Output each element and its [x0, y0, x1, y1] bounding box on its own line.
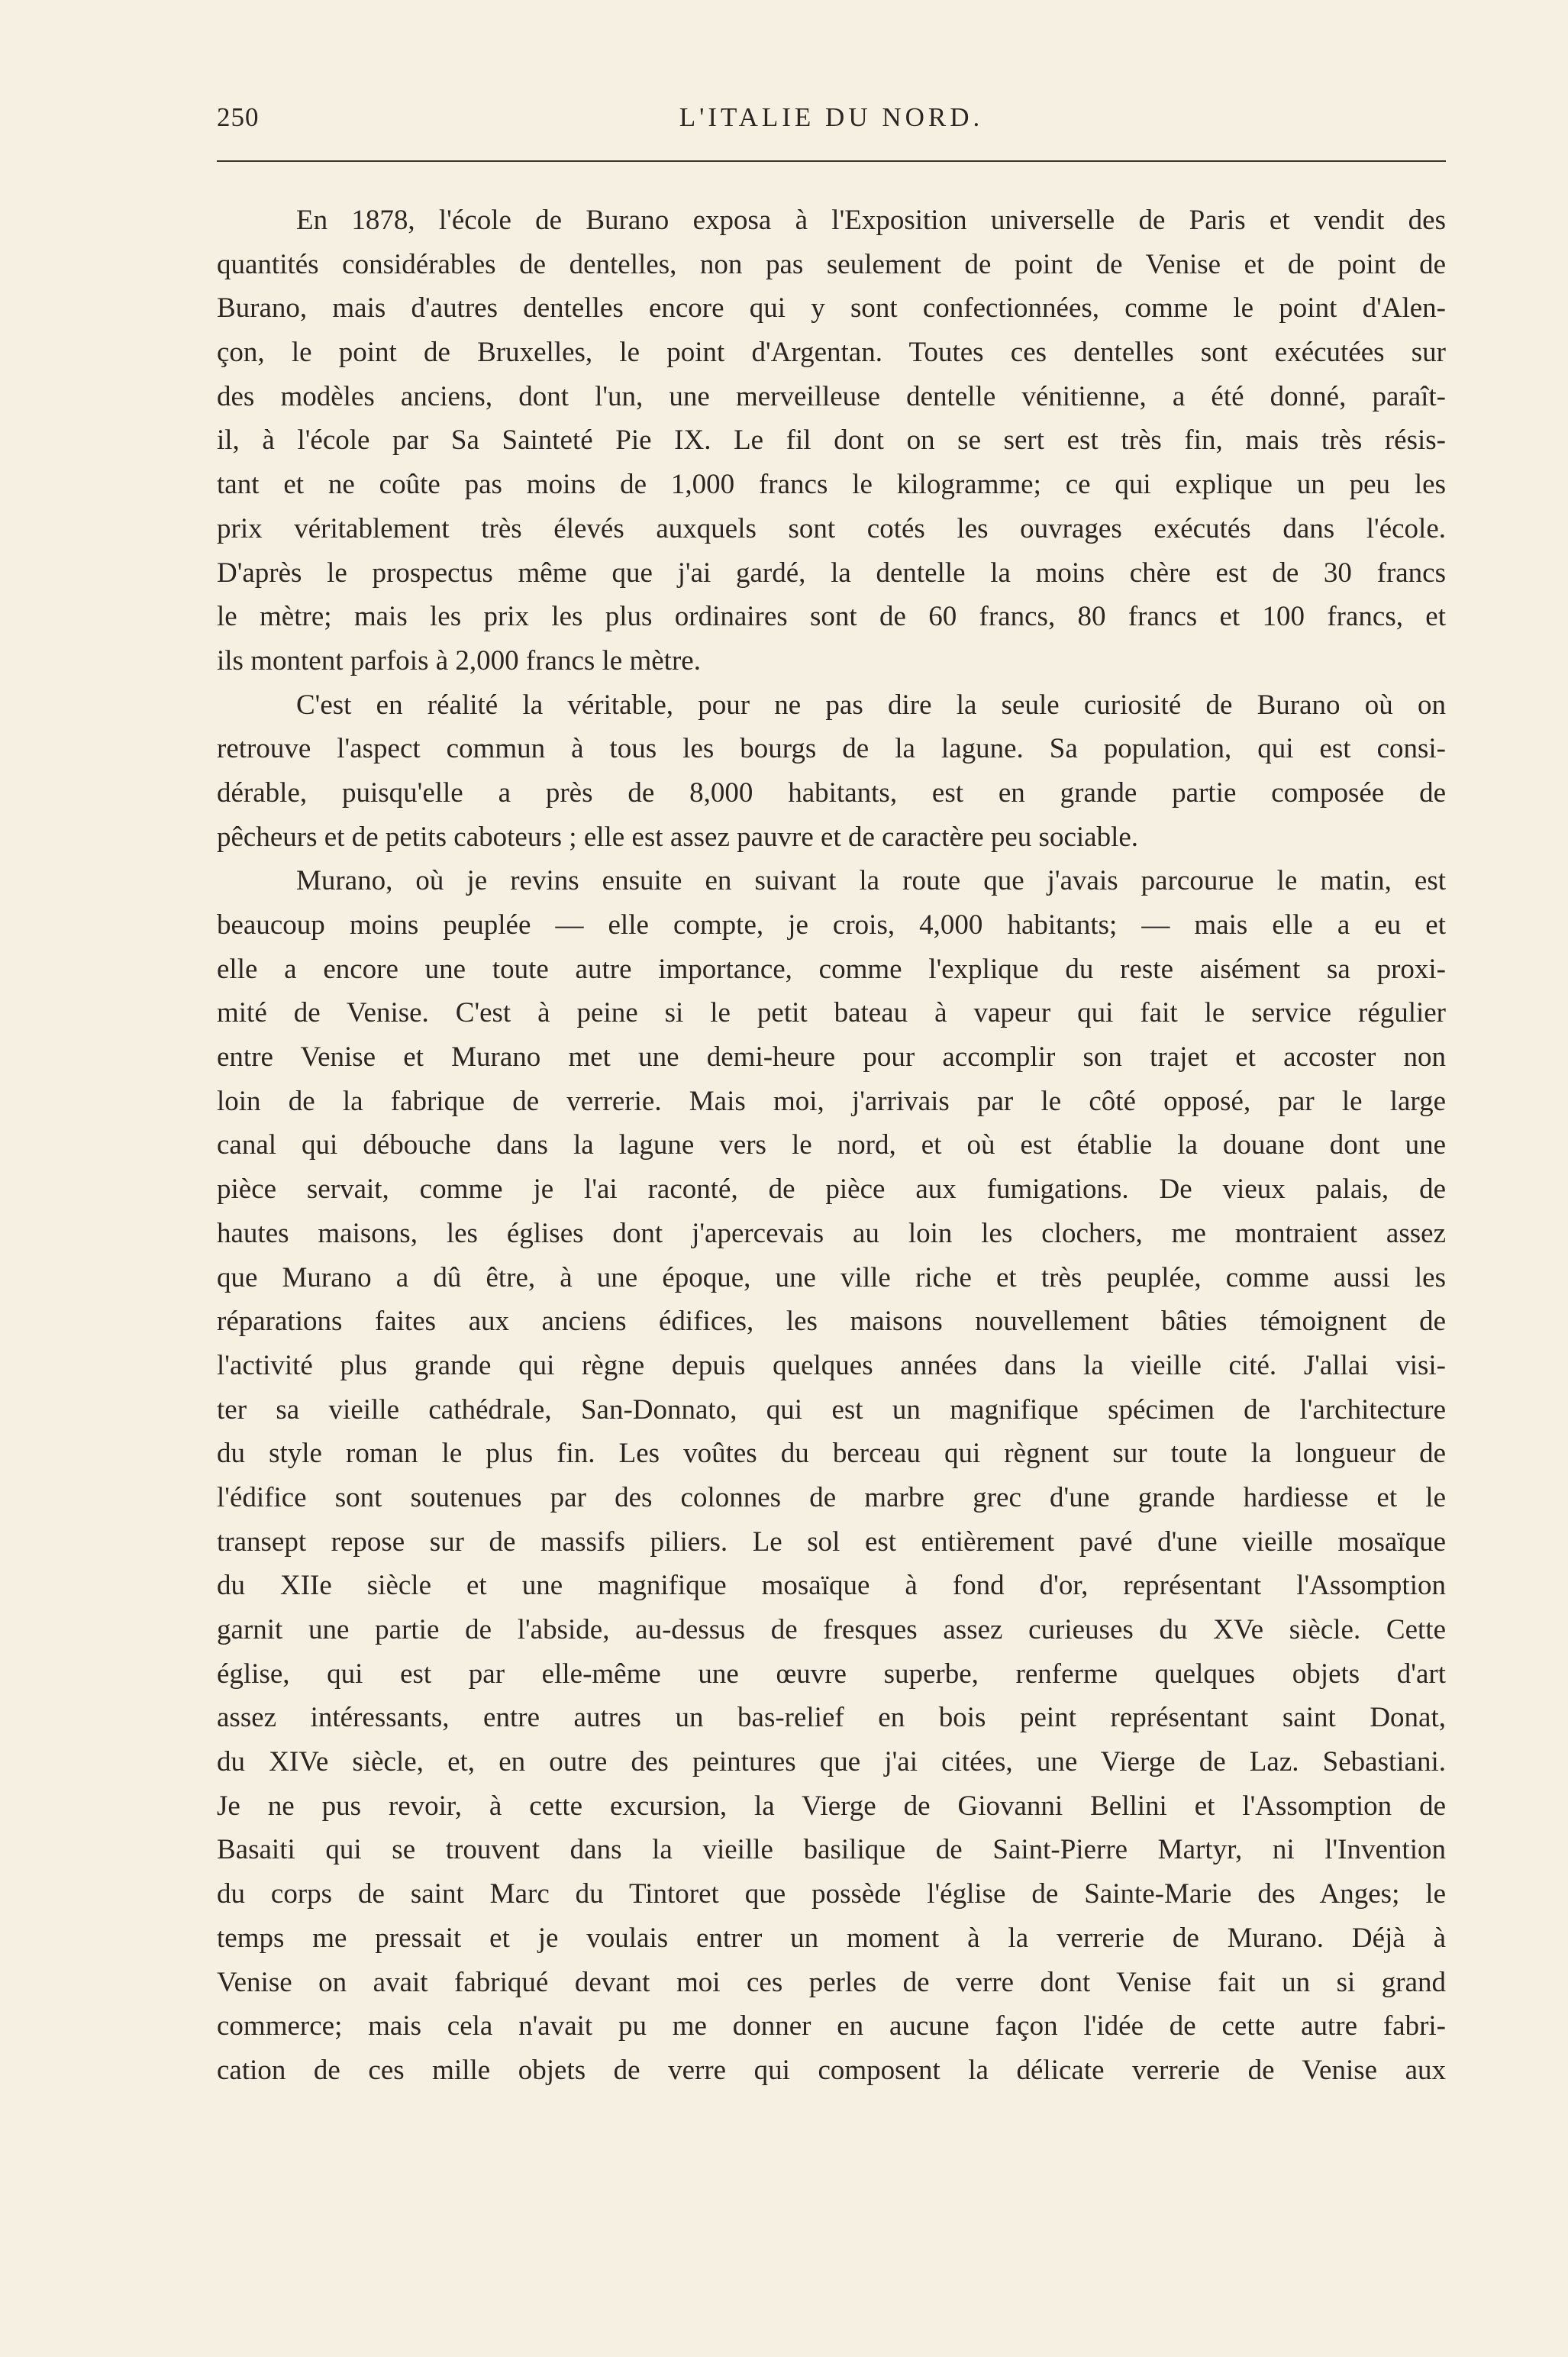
text-line: Burano, mais d'autres dentelles encore qui y sont confectionnées, comme le point d'Alen- — [217, 292, 1446, 324]
header-rule — [217, 160, 1446, 162]
page-header — [217, 102, 1446, 148]
running-title: L'ITALIE DU NORD. — [679, 102, 984, 132]
text-line: commerce; mais cela n'avait pu me donner en aucune façon l'idée de cette autre fabri- — [217, 2010, 1446, 2042]
text-line: église, qui est par elle-même une œuvre superbe, renferme quelques objets d'art — [217, 1658, 1446, 1690]
text-line: prix véritablement très élevés auxquels sont cotés les ouvrages exécutés dans l'école. — [217, 512, 1446, 544]
text-line: du XIIe siècle et une magnifique mosaïque à fond d'or, représentant l'Assomption — [217, 1570, 1446, 1602]
text-line: Venise on avait fabriqué devant moi ces perles de verre dont Venise fait un si grand — [217, 1966, 1446, 1998]
text-line: l'édifice sont soutenues par des colonnes de marbre grec d'une grande hardiesse et le — [217, 1481, 1446, 1513]
text-line: quantités considérables de dentelles, non pas seulement de point de Venise et de point de — [217, 248, 1446, 280]
text-line: que Murano a dû être, à une époque, une ville riche et très peuplée, comme aussi les — [217, 1261, 1446, 1293]
text-line: dérable, puisqu'elle a près de 8,000 habitants, est en grande partie composée de — [217, 777, 1446, 809]
text-line: pièce servait, comme je l'ai raconté, de pièce aux fumigations. De vieux palais, de — [217, 1174, 1446, 1206]
text-line: l'activité plus grande qui règne depuis quelques années dans la vieille cité. J'allai visi- — [217, 1349, 1446, 1381]
text-line: Je ne pus revoir, à cette excursion, la Vierge de Giovanni Bellini et l'Assomption de — [217, 1790, 1446, 1822]
text-line: Murano, où je revins ensuite en suivant la route que j'avais parcourue le matin, est — [296, 865, 1446, 897]
text-line: du style roman le plus fin. Les voûtes du berceau qui règnent sur toute la longueur de — [217, 1438, 1446, 1470]
text-line: canal qui débouche dans la lagune vers le nord, et où est établie la douane dont une — [217, 1129, 1446, 1161]
text-line: D'après le prospectus même que j'ai gardé, la dentelle la moins chère est de 30 francs — [217, 557, 1446, 589]
text-line: loin de la fabrique de verrerie. Mais moi, j'arrivais par le côté opposé, par le large — [217, 1085, 1446, 1117]
body-text — [217, 199, 1446, 2093]
text-line: assez intéressants, entre autres un bas-relief en bois peint représentant saint Donat, — [217, 1702, 1446, 1734]
text-line: ter sa vieille cathédrale, San-Donnato, qui est un magnifique spécimen de l'architecture — [217, 1393, 1446, 1426]
text-line: du corps de saint Marc du Tintoret que possède l'église de Sainte-Marie des Anges; le — [217, 1878, 1446, 1910]
text-line: mité de Venise. C'est à peine si le petit bateau à vapeur qui fait le service régulier — [217, 997, 1446, 1029]
text-line: entre Venise et Murano met une demi-heure pour accomplir son trajet et accoster non — [217, 1041, 1446, 1074]
text-line: retrouve l'aspect commun à tous les bourgs de la lagune. Sa population, qui est consi- — [217, 733, 1446, 765]
text-line: ils montent parfois à 2,000 francs le mètre. — [217, 644, 701, 676]
text-line: beaucoup moins peuplée — elle compte, je crois, 4,000 habitants; — mais elle a eu et — [217, 909, 1446, 941]
text-line: pêcheurs et de petits caboteurs ; elle est assez pauvre et de caractère peu sociable. — [217, 821, 1139, 853]
text-line: du XIVe siècle, et, en outre des peintures que j'ai citées, une Vierge de Laz. Sebastiani. — [217, 1746, 1446, 1778]
page-number: 250 — [217, 102, 260, 132]
text-line: elle a encore une toute autre importance, comme l'explique du reste aisément sa proxi- — [217, 953, 1446, 985]
text-line: En 1878, l'école de Burano exposa à l'Exposition universelle de Paris et vendit des — [296, 205, 1446, 236]
text-line: temps me pressait et je voulais entrer un moment à la verrerie de Murano. Déjà à — [217, 1922, 1446, 1954]
text-line: des modèles anciens, dont l'un, une merveilleuse dentelle vénitienne, a été donné, paraît- — [217, 380, 1446, 412]
text-line: C'est en réalité la véritable, pour ne pas dire la seule curiosité de Burano où on — [296, 689, 1446, 721]
text-line: le mètre; mais les prix les plus ordinaires sont de 60 francs, 80 francs et 100 francs, et — [217, 601, 1446, 633]
text-line: réparations faites aux anciens édifices, les maisons nouvellement bâties témoignent de — [217, 1306, 1446, 1338]
text-line: hautes maisons, les églises dont j'apercevais au loin les clochers, me montraient assez — [217, 1217, 1446, 1249]
text-line: tant et ne coûte pas moins de 1,000 francs le kilogramme; ce qui explique un peu les — [217, 469, 1446, 501]
text-line: Basaiti qui se trouvent dans la vieille basilique de Saint-Pierre Martyr, ni l'Invention — [217, 1834, 1446, 1866]
text-line: cation de ces mille objets de verre qui composent la délicate verrerie de Venise aux — [217, 2054, 1446, 2086]
text-line: çon, le point de Bruxelles, le point d'Argentan. Toutes ces dentelles sont exécutées sur — [217, 337, 1446, 369]
text-line: il, à l'école par Sa Sainteté Pie IX. Le fil dont on se sert est très fin, mais très résis- — [217, 425, 1446, 457]
text-line: garnit une partie de l'abside, au-dessus de fresques assez curieuses du XVe siècle. Cette — [217, 1614, 1446, 1645]
text-line: transept repose sur de massifs piliers. Le sol est entièrement pavé d'une vieille mosaïque — [217, 1526, 1446, 1558]
